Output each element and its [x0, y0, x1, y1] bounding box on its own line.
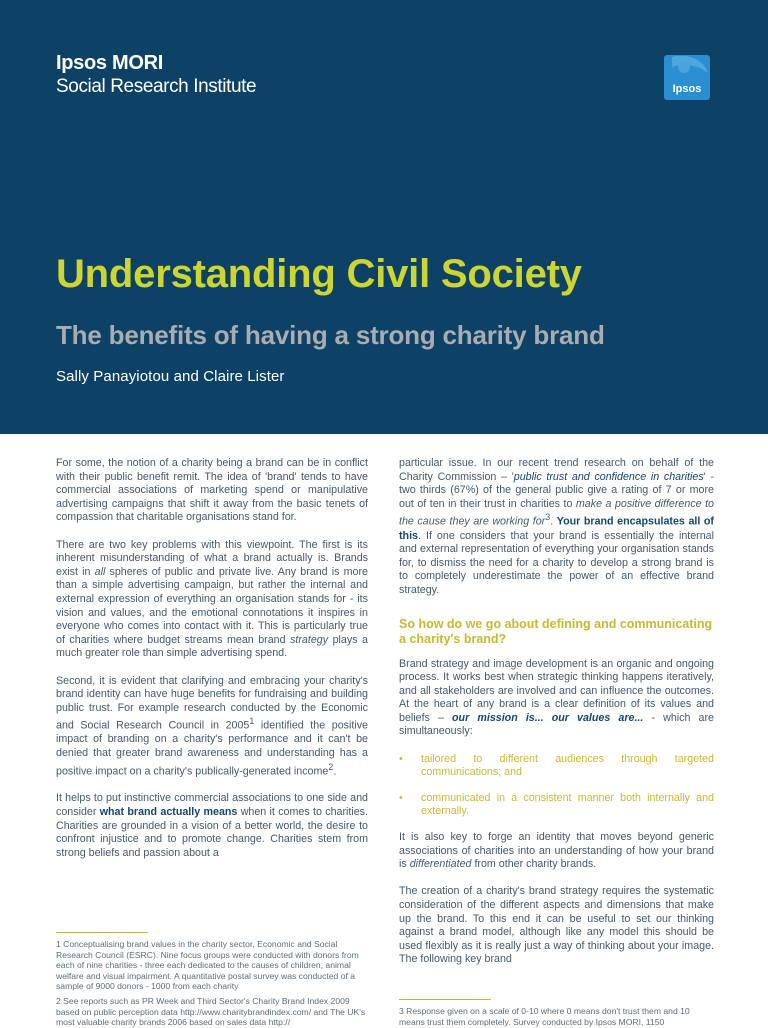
paragraph: For some, the notion of a charity being a brand can be in conflict with their public benefit remit. The idea of 'brand' tends to have commercial associations of marketing spend or manipulative advertising campaigns that shift it away from the basic tenets of compassion that charitable organisations stand for. [56, 457, 368, 524]
authors: Sally Panayiotou and Claire Lister [56, 368, 285, 385]
institute-name: Social Research Institute [56, 76, 257, 97]
footnote-1: 1 Conceptualising brand values in the charity sector, Economic and Social Research Council (ESRC). Nine focus groups were conducted with donors from each of nine charities - three each dedicated to the causes of children, animal welfare and visual impairment. A quantitative postal survey was conducted of a sample of 9000 donors - 1000 from each charity [56, 939, 359, 991]
paragraph: Second, it is evident that clarifying and embracing your charity's brand identity can have huge benefits for fundraising and building public trust. For example research conducted by the Economic and Social Research Council in 2005$^1$ identified the positive impact of branding on a charity's performance and it can't be denied that greater brand awareness and understanding has a positive impact on a charity's publically-generated income$^2$. [56, 674, 368, 778]
bullet-item: • tailored to different audiences through targeted communications; and [399, 753, 714, 780]
footnote-link[interactable]: http://www.charitybrandindex.com/ [180, 1006, 312, 1017]
paragraph: There are two key problems with this viewpoint. The first is its inherent misunderstanding of what a brand actually is. Brands exist in all spheres of public and private live. Any brand is more than a simple advertising campaign, but rather the internal and external expression of everything an organisation stands for - its vision and values, and the emotional connotations it inspires in everyone who comes into contact with it. This is particularly true of charities where budget streams mean brand strategy plays a much greater role than simple advertising spend. [56, 538, 369, 660]
page-title: Understanding Civil Society [56, 252, 582, 296]
cover-header [0, 0, 768, 434]
footnote-3: 3 Response given on a scale of 0-10 where 0 means don't trust them and 10 means trust them completely. Survey conducted by Ipsos MORI, 1150 [399, 1006, 690, 1027]
column-left [56, 457, 368, 874]
paragraph: It helps to put instinctive commercial associations to one side and consider what brand actually means when it comes to charities. Charities are grounded in a vision of a better world, the desire to confront injustice and to promote change. Charities stem from strong beliefs and passion about a [56, 792, 368, 859]
report-link[interactable]: public trust and confidence in charities [513, 470, 704, 483]
footnote-2: 2 See reports such as PR Week and Third Sector's Charity Brand Index 2009 based on public perception data http://www.charitybrandindex.com/ and The UK's most valuable charity brands 2006 based on sales data http:// [56, 996, 366, 1027]
paragraph: It is also key to forge an identity that moves beyond generic associations of charities into an understanding of how your brand is differentiated from other charity brands. [399, 831, 714, 871]
logo-text: Ipsos [672, 83, 702, 95]
org-name: Ipsos MORI [56, 52, 164, 74]
ipsos-logo [664, 55, 710, 100]
bullet-item: • communicated in a consistent manner both internally and externally. [399, 792, 714, 819]
page-subtitle: The benefits of having a strong charity brand [56, 320, 605, 350]
footnote-divider [399, 999, 491, 1000]
footnote-divider [56, 932, 148, 933]
section-heading: So how do we go about defining and communicating a charity's brand? [399, 616, 713, 646]
column-right [399, 457, 714, 981]
paragraph: The creation of a charity's brand strategy requires the systematic consideration of the different aspects and dimensions that make up the brand. To this end it can be useful to set our thinking against a brand model, although like any model this should be used flexibly as it is really just a way of thinking about your image. The following key brand [399, 885, 714, 966]
paragraph: particular issue. In our recent trend research on behalf of the Charity Commission – 'public trust and confidence in charities' - two thirds (67%) of the general public give a rating of 7 or more out of ten in their trust in charities to make a positive difference to the cause they are working for$^3$. Your brand encapsulates all of this. If one considers that your brand is essentially the internal and external representation of everything your organisation stands for, to dismiss the need for a charity to develop a strong brand is to completely underestimate the power of an effective brand strategy. [399, 457, 715, 596]
paragraph: Brand strategy and image development is an organic and ongoing process. It works best when strategic thinking happens iteratively, and all stakeholders are involved and can influence the outcomes. At the heart of any brand is a clear definition of its values and beliefs – our mission is... our values are... - which are simultaneously: [399, 657, 714, 738]
